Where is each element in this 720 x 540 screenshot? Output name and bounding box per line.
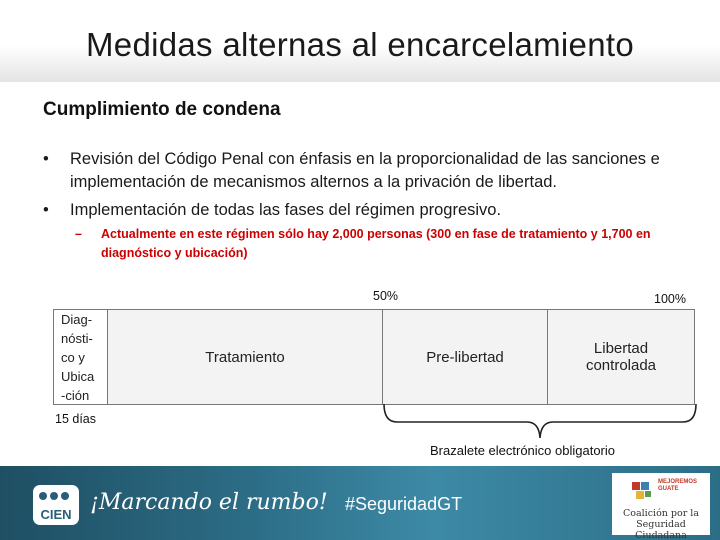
bullet-item: [43, 199, 683, 222]
phase-diagnostico-line: nósti-: [61, 330, 93, 346]
partner-top-text: MEJOREMOS GUATE: [658, 479, 698, 492]
cien-logo-text: CIEN: [40, 507, 72, 522]
guatemala-map-icon: [630, 479, 654, 503]
phase-pre-libertad-label: Pre-libertad: [426, 348, 504, 366]
partner-name: Coalición por la Seguridad Ciudadana: [622, 508, 699, 540]
curly-brace: [383, 404, 697, 440]
bullet-text: Implementación de todas las fases del régimen progresivo.: [70, 201, 502, 219]
phase-libertad-controlada: [548, 310, 694, 404]
brace-label: Brazalete electrónico obligatorio: [430, 443, 615, 458]
label-50-percent: 50%: [373, 289, 399, 303]
phase-libertad-line: Libertad: [593, 340, 649, 357]
sub-bullet-item: [75, 225, 683, 263]
bullet-marker: •: [43, 150, 49, 168]
phase-diagnostico: [54, 310, 108, 404]
phase-bar: [53, 309, 695, 405]
slide-title: Medidas alternas al encarcelamiento: [86, 26, 634, 63]
label-100-percent: 100%: [654, 292, 686, 306]
slide-subtitle: Cumplimiento de condena: [43, 99, 281, 120]
phase-libertad-line: controlada: [585, 357, 657, 374]
footer-slogan: ¡Marcando el rumbo!: [90, 490, 328, 515]
cien-logo: [33, 485, 79, 525]
bullet-marker: •: [43, 201, 49, 219]
duration-label: 15 días: [55, 412, 97, 426]
bullet-text: Revisión del Código Penal con énfasis en la proporcionalidad de las sanciones e implementación de mecanismos alternos a la privación de libertad.: [70, 150, 660, 191]
phase-diagnostico-line: Ubica: [61, 368, 95, 384]
sub-bullet-marker: –: [75, 227, 82, 241]
phase-tratamiento-label: Tratamiento: [205, 348, 285, 366]
phase-diagnostico-line: Diag-: [61, 311, 93, 327]
footer-band: [0, 466, 720, 540]
phase-diagnostico-line: co y: [61, 349, 85, 365]
phase-pre-libertad: [383, 310, 548, 404]
phase-diagnostico-line: -ción: [61, 387, 90, 403]
sub-bullet-text: Actualmente en este régimen sólo hay 2,000 personas (300 en fase de tratamiento y 1,700 en diagnóstico y ubicación): [101, 227, 651, 260]
bullet-list: [43, 148, 683, 263]
footer-hashtag: #SeguridadGT: [345, 494, 463, 514]
phase-tratamiento: [108, 310, 383, 404]
bullet-item: [43, 148, 683, 194]
partner-logo: [612, 473, 710, 540]
